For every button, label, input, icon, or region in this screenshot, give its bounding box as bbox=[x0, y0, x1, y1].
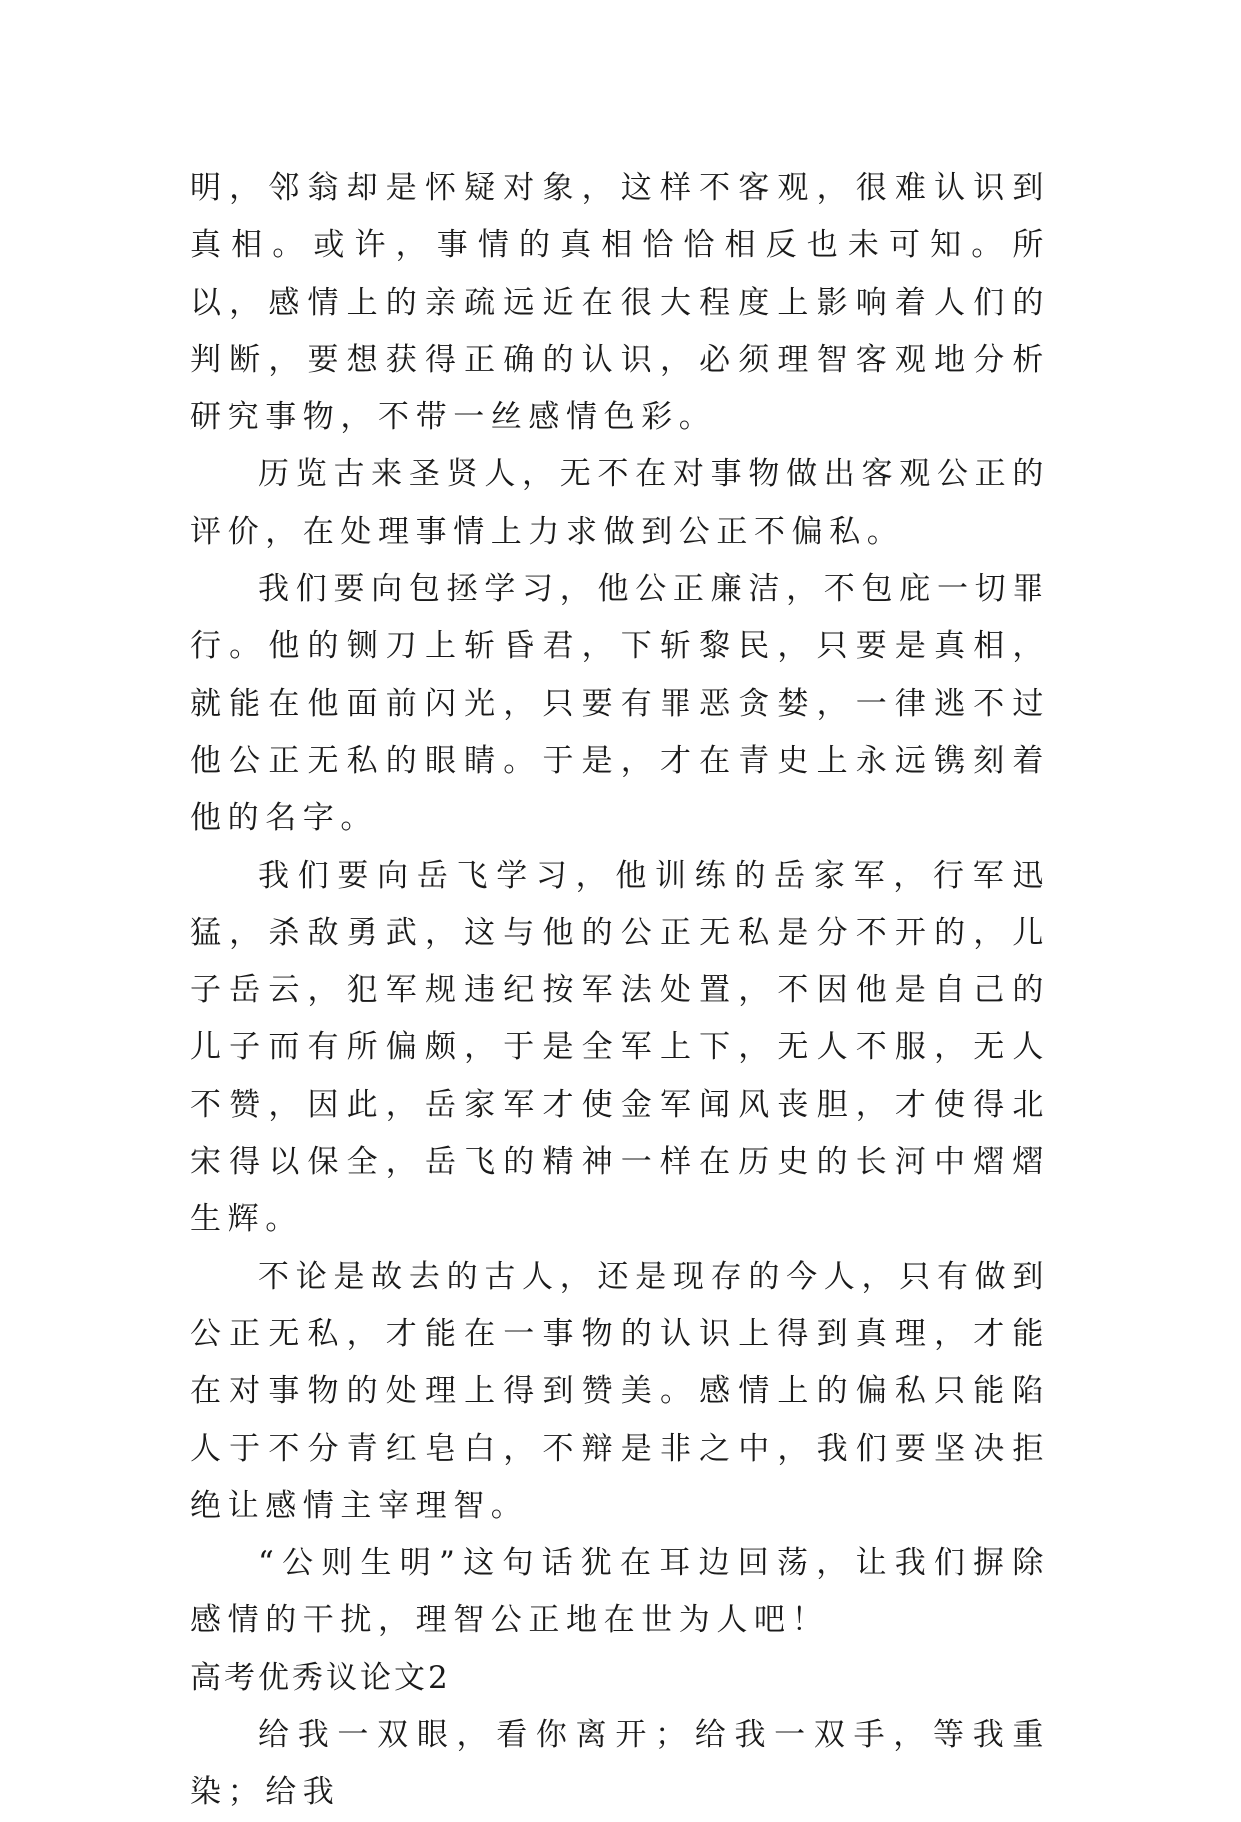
paragraph-sages: 历览古来圣贤人，无不在对事物做出客观公正的评价，在处理事情上力求做到公正不偏私。 bbox=[190, 456, 1050, 550]
paragraph-conclusion: 不论是故去的古人，还是现存的今人，只有做到公正无私，才能在一事物的认识上得到真理，才能在对事物的处理上得到赞美。感情上的偏私只能陷人于不分青红皂白，不辩是非之中，我们要坚决拒绝让感情主宰理智。 bbox=[190, 1258, 1050, 1524]
paragraph-essay2-opening: 给我一双眼，看你离开；给我一双手，等我重染；给我 bbox=[190, 1717, 1050, 1811]
paragraph-yuefei: 我们要向岳飞学习，他训练的岳家军，行军迅猛，杀敌勇武，这与他的公正无私是分不开的，儿子岳云，犯军规违纪按军法处置，不因他是自己的儿子而有所偏颇，于是全军上下，无人不服，无人不赞，因此，岳家军才使金军闻风丧胆，才使得北宋得以保全，岳飞的精神一样在历史的长河中熠熠生辉。 bbox=[190, 857, 1050, 1238]
paragraph-baozheng: 我们要向包拯学习，他公正廉洁，不包庇一切罪行。他的铡刀上斩昏君，下斩黎民，只要是真相，就能在他面前闪光，只要有罪恶贪婪，一律逃不过他公正无私的眼睛。于是，才在青史上永远镌刻着他的名字。 bbox=[190, 571, 1050, 837]
paragraph-continuation: 明，邻翁却是怀疑对象，这样不客观，很难认识到真相。或许，事情的真相恰恰相反也未可知。所以，感情上的亲疏远近在很大程度上影响着人们的判断，要想获得正确的认识，必须理智客观地分析研究事物，不带一丝感情色彩。 bbox=[190, 170, 1050, 436]
essay-body bbox=[190, 160, 1050, 1822]
paragraph-closing-quote: “公则生明”这句话犹在耳边回荡，让我们摒除感情的干扰，理智公正地在世为人吧！ bbox=[190, 1545, 1050, 1639]
section-heading: 高考优秀议论文2 bbox=[190, 1659, 451, 1696]
